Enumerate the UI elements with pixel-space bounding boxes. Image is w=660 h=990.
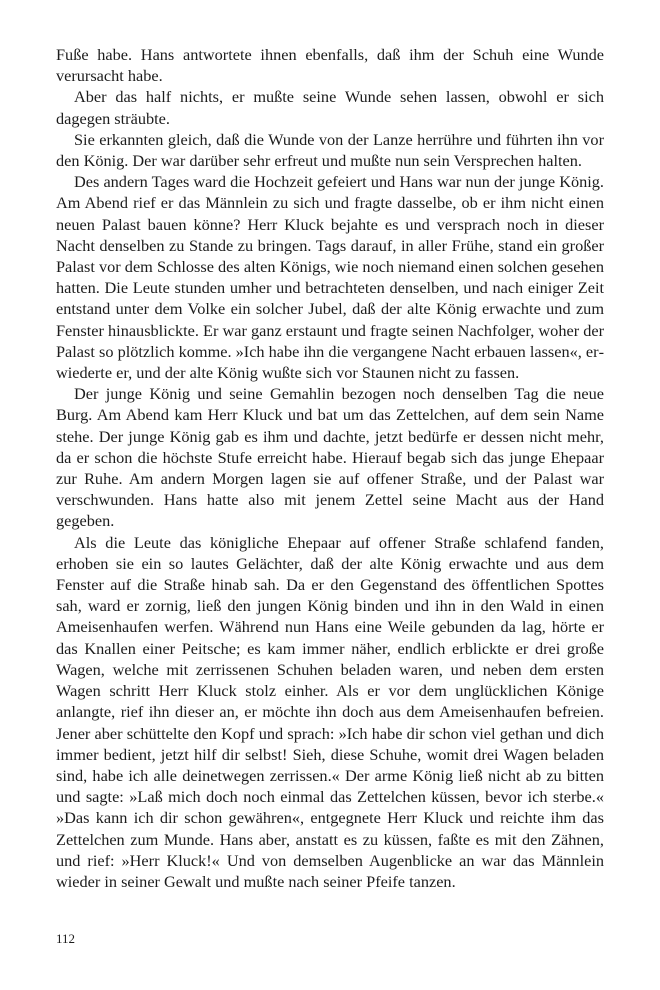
paragraph-6: Als die Leute das königliche Ehepaar auf offener Straße schlafend fanden, erhoben sie ein so lautes Gelächter, daß der alte König erwachte und aus dem Fenster auf die Straße hinab sah. Da er den Gegenstand des öffentlichen Spottes sah, ward er zornig, ließ den jungen König binden und ihn in den Wald in einen Ameisenhaufen werfen. Während nun Hans eine Weile gebunden da lag, hörte er das Knallen einer Peitsche; es kam immer näher, endlich erblickte er drei große Wagen, welche mit zerrissenen Schuhen beladen waren, und neben dem ersten Wagen schritt Herr Kluck stolz einher. Als er vor dem unglücklichen Könige anlangte, rief ihn dieser an, er möchte ihn doch aus dem Ameisenhaufen befreien. Jener aber schüttelte den Kopf und sprach: »Ich habe dir schon viel gethan und dich immer bedient, jetzt hilf dir selbst! Sieh, diese Schuhe, womit drei Wagen beladen sind, habe ich alle deinetwegen zerrissen.« Der arme König ließ nicht ab zu bitten und sagte: »Laß mich doch noch einmal das Zettelchen küssen, bevor ich sterbe.« »Das kann ich dir schon gewähren«, entgegnete Herr Kluck und reichte ihm das Zettelchen zum Munde. Hans aber, anstatt es zu küssen, faßte es mit den Zähnen, und rief: »Herr Kluck!« Und von demselben Augenblicke an war das Männlein wieder in seiner Gewalt und mußte nach seiner Pfeife tanzen. bbox=[56, 532, 604, 891]
paragraph-2: Aber das half nichts, er mußte seine Wunde sehen lassen, obwohl er sich dagegen sträubte. bbox=[56, 87, 604, 128]
paragraph-5: Der junge König und seine Gemahlin bezogen noch denselben Tag die neue Burg. Am Abend kam Herr Kluck und bat um das Zettelchen, auf dem sein Name stehe. Der junge König gab es ihm und dachte, jetzt bedürfe er dessen nicht mehr, da er schon die höchste Stufe erreicht habe. Hierauf begab sich das junge Ehepaar zur Ruhe. Am andern Morgen lagen sie auf offener Straße, und der Palast war verschwunden. Hans hatte also mit jenem Zettel seine Macht aus der Hand gegeben. bbox=[56, 384, 604, 531]
paragraph-1: Fuße habe. Hans antwortete ihnen ebenfalls, daß ihm der Schuh eine Wunde verursacht habe. bbox=[56, 45, 604, 86]
page-number: 112 bbox=[56, 931, 76, 946]
paragraph-3: Sie erkannten gleich, daß die Wunde von der Lanze herrühre und führten ihn vor den König. Der war darüber sehr erfreut und mußte nun sein Versprechen halten. bbox=[56, 129, 604, 171]
paragraph-4: Des andern Tages ward die Hochzeit gefeiert und Hans war nun der junge König. Am Abend rief er das Männlein zu sich und fragte dasselbe, ob er ihm nicht einen neuen Palast bauen könne? Herr Kluck bejahte es und versprach noch in dieser Nacht denselben zu Stande zu bringen. Tags darauf, in aller Frühe, stand ein großer Palast vor dem Schlosse des alten Königs, wie noch niemand einen solchen gesehen hatten. Die Leute stunden umher und betrachteten denselben, und nach einiger Zeit entstand unter dem Volke ein solcher Jubel, daß der alte König erwachte und zum Fenster hinausblickte. Er war ganz erstaunt und fragte seinen Nachfolger, woher der Palast so plötzlich komme. »Ich habe ihn die vergangene Nacht erbauen lassen«, erwiederte er, und der alte König wußte sich vor Staunen nicht zu fassen. bbox=[56, 172, 604, 383]
book-page-text bbox=[56, 44, 604, 892]
